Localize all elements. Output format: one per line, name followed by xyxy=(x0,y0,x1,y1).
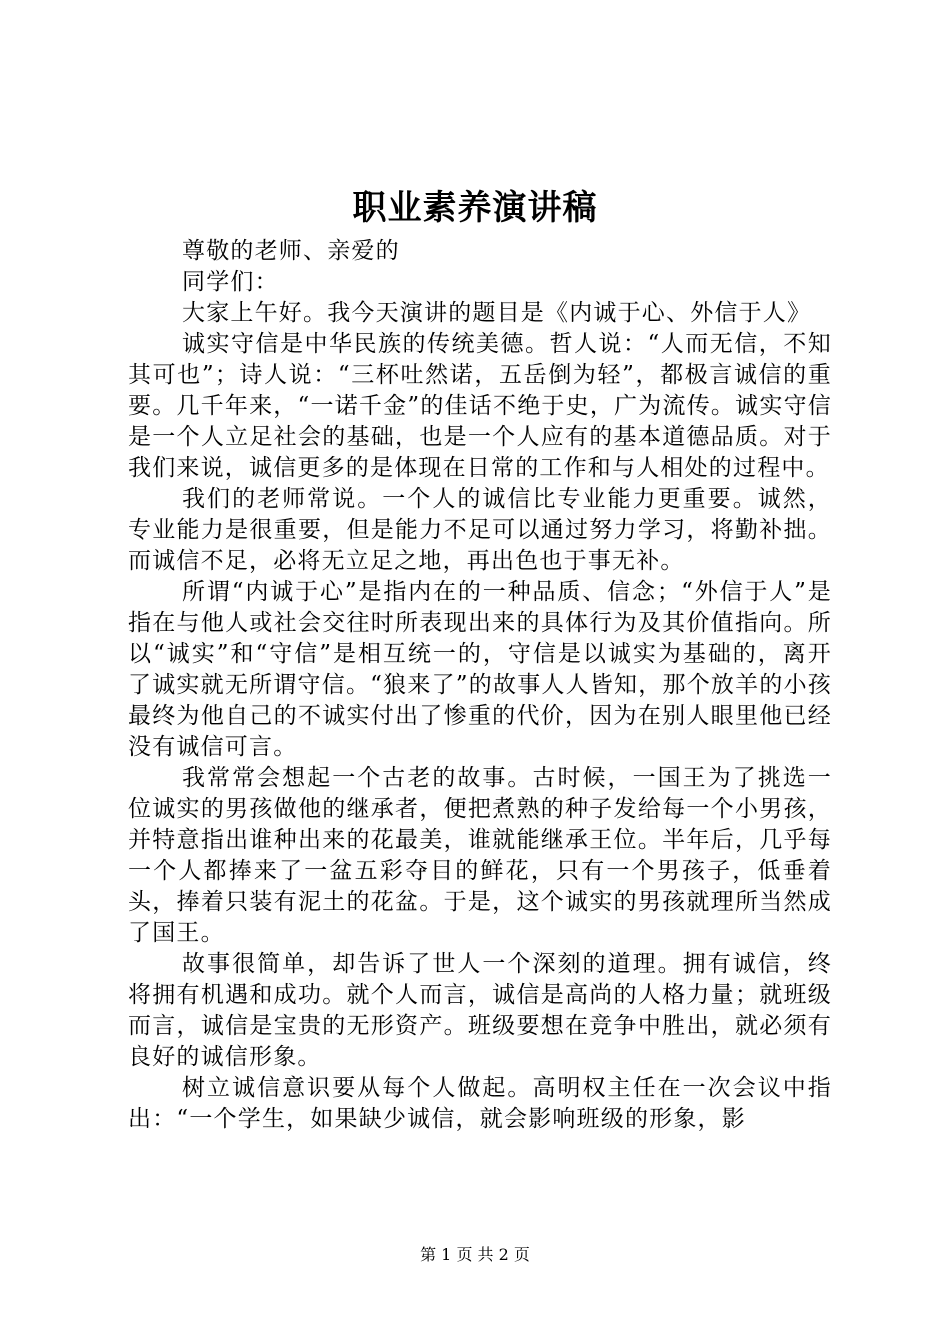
page-footer: 第 1 页 共 2 页 xyxy=(420,1245,530,1264)
salutation-line-1: 尊敬的老师、亲爱的 xyxy=(182,238,400,264)
paragraph-teacher-saying: 我们的老师常说。一个人的诚信比专业能力更重要。诚然，专业能力是很重要，但是能力不足可以通过努力学习，将勤补拙。而诚信不足，必将无立足之地，再出色也于事无补。 xyxy=(128,486,832,574)
document-title: 职业素养演讲稿 xyxy=(352,188,598,228)
paragraph-definition: 所谓“内诚于心”是指内在的一种品质、信念；“外信于人”是指在与他人或社会交往时所表现出来的具体行为及其价值指向。所以“诚实”和“守信”是相互统一的，守信是以诚实为基础的，离开了诚实就无所谓守信。“狼来了”的故事人人皆知，那个放羊的小孩最终为他自己的不诚实付出了惨重的代价，因为在别人眼里他已经没有诚信可言。 xyxy=(128,579,832,760)
paragraph-lesson: 故事很简单，却告诉了世人一个深刻的道理。拥有诚信，终将拥有机遇和成功。就个人而言，诚信是高尚的人格力量；就班级而言，诚信是宝贵的无形资产。班级要想在竞争中胜出，就必须有良好的诚信形象。 xyxy=(128,951,832,1070)
paragraph-story: 我常常会想起一个古老的故事。古时候，一国王为了挑选一位诚实的男孩做他的继承者，便把煮熟的种子发给每一个小男孩，并特意指出谁种出来的花最美，谁就能继承王位。半年后，几乎每一个人都捧来了一盆五彩夺目的鲜花，只有一个男孩子，低垂着头，捧着只装有泥土的花盆。于是，这个诚实的男孩就理所当然成了国王。 xyxy=(128,765,832,946)
opening-paragraph: 大家上午好。我今天演讲的题目是《内诚于心、外信于人》 xyxy=(182,300,812,326)
paragraph-honesty-tradition: 诚实守信是中华民族的传统美德。哲人说：“人而无信，不知其可也”；诗人说：“三杯吐然诺，五岳倒为轻”，都极言诚信的重要。几千年来，“一诺千金”的佳话不绝于史，广为流传。诚实守信是一个人立足社会的基础，也是一个人应有的基本道德品质。对于我们来说，诚信更多的是体现在日常的工作和与人相处的过程中。 xyxy=(128,331,832,481)
document-body xyxy=(128,236,832,1135)
salutation-line-2: 同学们： xyxy=(182,269,279,295)
paragraph-action: 树立诚信意识要从每个人做起。高明权主任在一次会议中指出：“一个学生，如果缺少诚信，就会影响班级的形象，影 xyxy=(128,1075,832,1132)
